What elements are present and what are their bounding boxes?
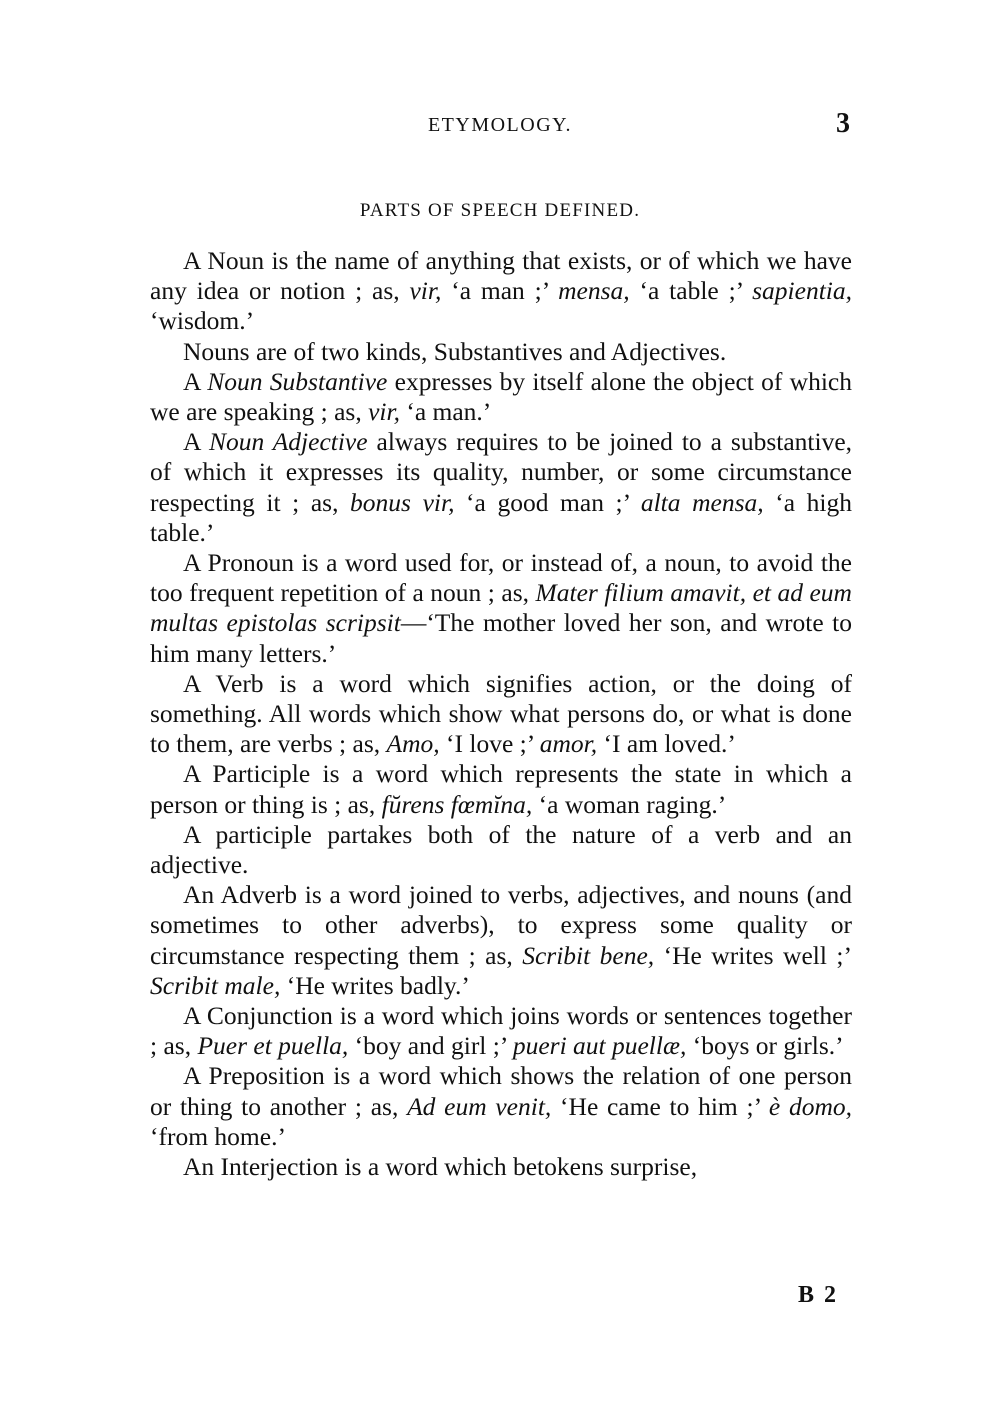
text-run: A participle partakes both of the nature of a verb and an adjective.	[150, 819, 852, 880]
latin-example: Scribit bene,	[522, 940, 655, 970]
latin-example: pueri aut puellæ,	[512, 1031, 687, 1061]
latin-example: sapientia,	[752, 276, 852, 306]
text-run: ‘I am loved.’	[597, 729, 736, 759]
text-run: An Adverb is a word joined to verbs, adjectives, and nouns (and sometimes to other adverbs), to express some quality or circumstance respecting them ; as,	[150, 880, 852, 970]
signature-mark: B 2	[797, 1282, 838, 1308]
text-run: A Preposition is a word which shows the relation of one person or thing to another ; as,	[150, 1061, 852, 1121]
latin-example: amor,	[539, 729, 598, 759]
text-run: ‘a man ;’	[441, 276, 559, 306]
text-run: A	[183, 427, 209, 457]
paragraph-interjection-definition	[150, 1152, 852, 1182]
text-run: expresses by itself alone the object of which we are speaking ; as,	[150, 366, 852, 427]
paragraph-conjunction-definition	[150, 1001, 852, 1061]
latin-example: Noun Adjective	[208, 427, 368, 457]
paragraph-participle-nature	[150, 820, 852, 880]
text-run: ‘He came to him ;’	[551, 1091, 769, 1121]
text-run: A Conjunction is a word which joins words or sentences together ; as,	[150, 1001, 852, 1061]
latin-example: Amo,	[386, 729, 440, 759]
latin-example: Puer et puella,	[197, 1031, 349, 1061]
text-run: always requires to be joined to a substantive, of which it expresses its quality, number, or some circumstance respecting it ; as,	[150, 427, 853, 517]
paragraph-noun-adjective	[150, 427, 852, 548]
text-run: ‘wisdom.’	[150, 306, 255, 336]
text-run: ‘boy and girl ;’	[348, 1031, 513, 1061]
text-run: ‘a woman raging.’	[532, 789, 727, 819]
paragraph-pronoun-definition	[150, 548, 852, 669]
text-run: ‘a good man ;’	[454, 487, 641, 517]
text-run: ‘boys or girls.’	[686, 1031, 844, 1061]
latin-example: Noun Substantive	[207, 366, 388, 396]
text-run: A Verb is a word which signifies action, or the doing of something. All words which show what persons do, or what is done to them, are verbs ; as,	[150, 668, 852, 759]
latin-example: bonus vir,	[350, 487, 455, 517]
text-run: A Participle is a word which represents the state in which a person or thing is ; as,	[150, 759, 852, 819]
page-number: 3	[836, 108, 850, 139]
latin-example: fŭrens fœmĭna,	[381, 789, 533, 819]
paragraph-noun-substantive	[150, 367, 852, 427]
text-run: ‘a man.’	[399, 397, 492, 427]
latin-example: mensa,	[558, 276, 630, 306]
text-run: ‘He writes well ;’	[654, 940, 852, 970]
paragraph-noun-definition	[150, 246, 852, 337]
latin-example: Ad eum venit,	[407, 1091, 552, 1121]
latin-example: Scribit male,	[150, 970, 281, 1000]
text-run: —‘The mother loved her son, and wrote to him many letters.’	[150, 608, 852, 668]
paragraph-preposition-definition	[150, 1061, 852, 1152]
text-run: ‘a table ;’	[629, 276, 753, 306]
running-head	[150, 108, 850, 142]
body-text	[150, 246, 852, 1182]
text-run: A	[183, 366, 208, 396]
section-heading: PARTS OF SPEECH DEFINED.	[359, 200, 641, 221]
running-title: ETYMOLOGY.	[427, 114, 573, 136]
latin-example: vir,	[368, 397, 400, 427]
latin-example: è domo,	[768, 1091, 852, 1121]
latin-example: vir,	[409, 276, 442, 306]
text-run: ‘from home.’	[150, 1121, 286, 1151]
paragraph-noun-kinds	[150, 337, 852, 367]
text-run: ‘He writes badly.’	[280, 970, 470, 1000]
latin-example: Mater filium amavit, et ad eum multas epistolas scripsit	[150, 578, 852, 638]
text-run: ‘I love ;’	[439, 729, 540, 759]
paragraph-participle-definition	[150, 759, 852, 819]
text-run: ‘a high table.’	[150, 487, 852, 547]
text-run: A Pronoun is a word used for, or instead of, a noun, to avoid the too frequent repetition of a noun ; as,	[150, 548, 852, 608]
paragraph-adverb-definition	[150, 880, 852, 1001]
paragraph-verb-definition	[150, 669, 852, 760]
text-run: A Noun is the name of anything that exists, or of which we have any idea or notion ; as,	[150, 246, 852, 306]
text-run: An Interjection is a word which betokens surprise,	[183, 1152, 698, 1182]
latin-example: alta mensa,	[640, 487, 764, 517]
text-run: Nouns are of two kinds, Substantives and Adjectives.	[183, 336, 727, 366]
